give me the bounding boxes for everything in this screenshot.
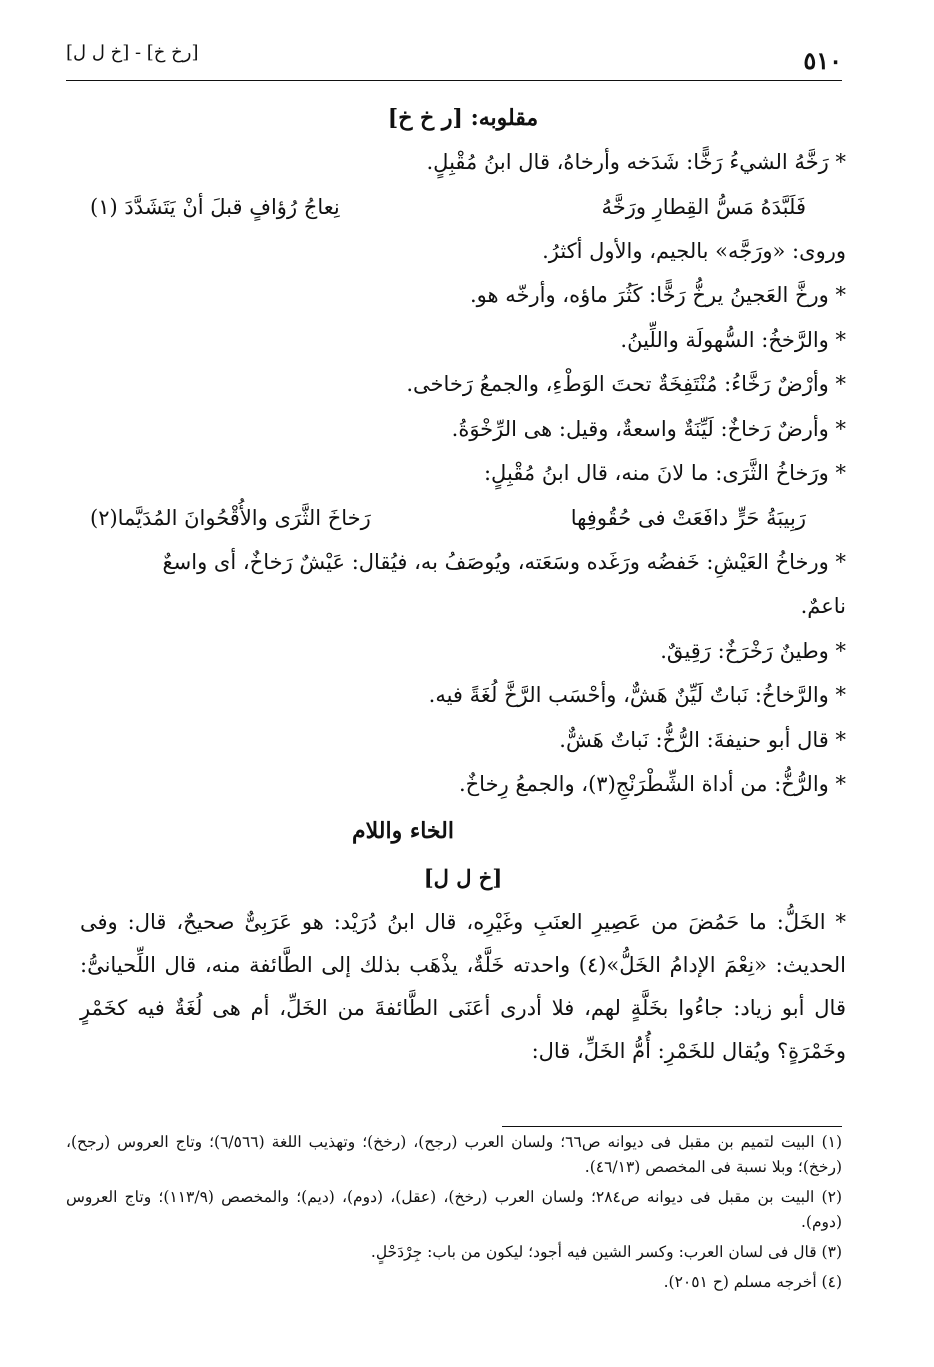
verse-second-hemistich: نِعاجُ رُؤافٍ قبلَ أنْ يَتَشَدَّدَ (١) [90, 194, 340, 219]
entry-line: ناعمٌ. [800, 594, 846, 618]
entry-paragraph: * الخَلُّ: ما حَمُضَ من عَصِيرِ العنَبِ وغَيْرِه، قال ابنُ دُرَيْد: هو عَرَبِىٌّ صحيحٌ، قال: وفى الحديث: «نِعْمَ الإدامُ الخَلُّ»(٤) واحدته خَلَّةٌ، يذْهَب بذلك إلى الطَّائفة منه، قال اللِّحيانىُّ: قال أبو زياد: جاءُوا بخَلَّةٍ لهم، فلا أدرى أعَنَى الطَّائفةَ من الخَلِّ، أم هى لُغَةٌ فيه كخَمْرٍ وخَمْرَةٍ؟ ويُقال للخَمْرِ: أُمُّ الخَلِّ، قال: [80, 909, 846, 1063]
entry-line: * والرَّخخُ: السُّهولَة واللِّينُ. [620, 327, 846, 352]
footnote-rule [502, 1126, 842, 1127]
entry-line: * وأرْضٌ رَخَّاءُ: مُنْتَفِخَةٌ تحتَ الوَطْءِ، والجمعُ رَخاخى. [406, 372, 846, 396]
verse-first-hemistich: فَلَبَّدَهُ مَسُّ القِطارِ ورَخَّهُ [601, 194, 806, 219]
chapter-heading: الخاء واللام [352, 817, 454, 844]
main-text [80, 96, 846, 1073]
footnotes [66, 1130, 842, 1295]
entry-line: * وطينٌ رَخْرَخٌ: رَقِيقٌ. [660, 638, 846, 663]
verse-second-hemistich: رَخاخَ الثَّرَى والأُقْحُوانَ المُدَيَّما(٢) [90, 505, 371, 530]
entry-line: * رَخَّهُ الشيءُ رَخًّا: شَدَخه وأرخاهُ، قال ابنُ مُقْبِلٍ. [426, 150, 846, 174]
running-title: [رخ خ] - [خ ل ل] [66, 42, 199, 63]
entry-line: * والرَّخاخُ: نَباتٌ لَيِّنٌ هَشٌّ، وأحْسَب الرَّخَّ لُغَةً فيه. [428, 683, 846, 707]
entry-line: وروى: «ورَجَّه» بالجيم، والأول أكثرُ. [542, 238, 846, 263]
header-rule [66, 80, 842, 81]
entry-line: * ورخاخُ العَيْشِ: خَفضُه ورَغَده وسَعَته، ويُوصَفُ به، فيُقال: عَيْشٌ رَخاخٌ، أى واسعٌ [162, 549, 846, 574]
entry-line: * والرُّخُّ: من أداة الشِّطْرَنْجِ(٣)، والجمعُ رِخاخٌ. [458, 772, 846, 796]
entry-line: * ورخَّ العَجينُ يرخُّ رَخًّا: كَثُرَ ماؤه، وأرخّه هو. [469, 283, 846, 307]
page-header [66, 40, 842, 74]
poem-verse [80, 496, 846, 540]
entry-line: * ورَخاخُ الثَّرَى: ما لانَ منه، قال ابنُ مُقْبِلٍ: [483, 461, 846, 485]
section-title: مقلوبه: [ر خ خ] [387, 105, 539, 131]
footnote: (٣) قال فى لسان العرب: وكسر الشين فيه أجود؛ ليكون من باب: جِرْدَحْلٍ. [370, 1243, 842, 1261]
poem-verse [80, 185, 846, 229]
footnote: (٢) البيت بن مقبل فى ديوانه ص٢٨٤؛ ولسان العرب (رخخ)، (عقل)، (دوم)، (ديم)؛ والمخصص (١١٣/٩)؛ وتاج العروس (دوم). [66, 1188, 842, 1231]
entry-line: * قال أبو حنيفةَ: الرُّخُّ: نَباتٌ هَشٌّ. [559, 727, 846, 752]
footnote: (٤) أخرجه مسلم (ح ٢٠٥١). [663, 1273, 842, 1291]
footnote: (١) البيت لتميم بن مقبل فى ديوانه ص٦٦؛ ولسان العرب (رجح)، (رخخ)؛ وتهذيب اللغة (٦/٥٦٦)؛ وتاج العروس (رجح)، (رخخ)؛ وبلا نسبة فى المخصص (٤٦/١٣). [66, 1133, 843, 1176]
entry-line: * وأرضٌ رَخاخٌ: لَيِّنَةٌ واسعةٌ، وقيل: هى الرِّخْوَةُ. [451, 416, 846, 441]
root-heading: [خ ل ل] [423, 864, 503, 890]
page-number: ٥١٠ [803, 46, 842, 75]
verse-first-hemistich: رَبِيبَةُ حَرٍّ دافَعَتْ فى حُقُوفِها [570, 505, 806, 530]
